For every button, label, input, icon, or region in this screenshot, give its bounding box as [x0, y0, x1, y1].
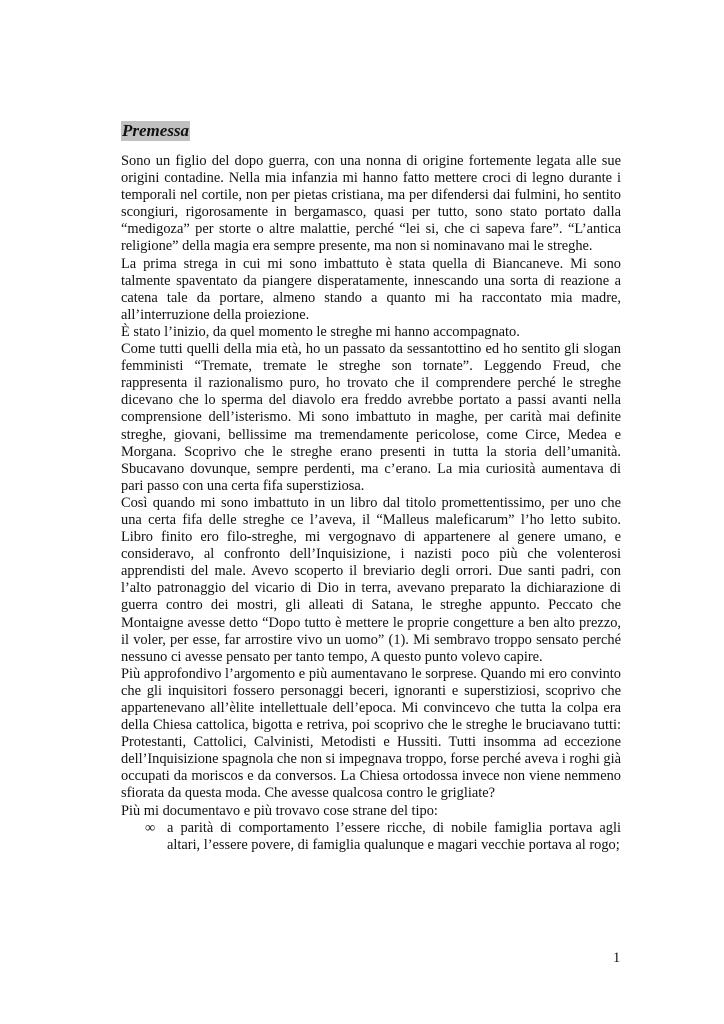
body-text [121, 153, 621, 854]
list-item-text: a parità di comportamento l’essere ricche, di nobile famiglia portava agli altari, l’essere povere, di famiglia qualunque e magari vecchie portava al rogo; [167, 819, 621, 853]
paragraph-malleus: Così quando mi sono imbattuto in un libro dal titolo promettentissimo, per uno che una certa fifa delle streghe ce l’aveva, il “Malleus maleficarum” l’ho letto subito. Libro finito ero filo-streghe, mi vergognavo di appartenere al genere umano, e consideravo, al confronto dell’Inquisizione, i nazisti poco più che volenterosi apprendisti del male. Avevo scoperto il breviario degli orrori. Due santi padri, con l’alto patronaggio del vicario di Dio in terra, avevano preparato la dichiarazione di guerra contro dei mostri, gli alleati di Satana, le streghe appunto. Peccato che Montaigne avesse detto “Dopo tutto è mettere le proprie congetture a ben alto prezzo, il voler, per esse, far arrostire vivo un uomo” (1). Mi sembravo troppo sensato perché nessuno ci avesse pensato per tanto tempo, A questo punto volevo capire. [121, 494, 621, 665]
page-number: 1 [613, 950, 621, 966]
list-item [121, 820, 621, 854]
paragraph-documenting: Più mi documentavo e più trovavo cose strane del tipo: [121, 802, 438, 819]
paragraph-beginning: È stato l’inizio, da quel momento le streghe mi hanno accompagnato. [121, 323, 520, 340]
paragraph-surprises: Più approfondivo l’argomento e più aumentavano le sorprese. Quando mi ero convinto che gli inquisitori fossero personaggi beceri, ignoranti e superstiziosi, scoprivo che appartenevano all’èlite intellettuale dell’epoca. Mi convincevo che tutta la colpa era della Chiesa cattolica, bigotta e retriva, poi scoprivo che le streghe le bruciavano tutti: Protestanti, Cattolici, Calvinisti, Metodisti e Hussiti. Tutti insomma ad eccezione dell’Inquisizione spagnola che non si impegnava troppo, forse perché aveva i roghi già occupati da moriscos e da conversos. La Chiesa ortodossa invece non viene nemmeno sfiorata da questa moda. Che avesse qualcosa contro le grigliate? [121, 665, 621, 802]
paragraph-childhood: Sono un figlio del dopo guerra, con una nonna di origine fortemente legata alle sue origini contadine. Nella mia infanzia mi hanno fatto mettere croci di legno durante i temporali nel cortile, non per pietas cristiana, ma per difendersi dai fulmini, ho sentito scongiuri, rigorosamente in bergamasco, quasi per tutto, sono stato portato dalla “medigoza” per storte o altre malattie, perché “lei si, che ci sapeva fare”. “L’antica religione” della magia era sempre presente, ma non si nominavano mai le streghe. [121, 153, 621, 255]
paragraph-sessantottino: Come tutti quelli della mia età, ho un passato da sessantottino ed ho sentito gli slogan femministi “Tremate, tremate le streghe son tornate”. Leggendo Freud, che rappresenta il razionalismo puro, ho trovato che il comprendere perché le streghe dicevano che lo sperma del diavolo era freddo avrebbe portato a passi avanti nella comprensione dell’isterismo. Mi sono imbattuto in maghe, per carità mai definite streghe, giovani, bellissime ma tremendamente pericolose, come Circe, Medea e Morgana. Scoprivo che le streghe erano presenti in tutta la storia dell’umanità. Sbucavano dovunque, sempre perdenti, ma c’erano. La mia curiosità aumentava di pari passo con una certa fifa superstiziosa. [121, 341, 621, 494]
section-heading: Premessa [122, 121, 190, 140]
infinity-bullet-icon: ∞ [145, 819, 156, 836]
paragraph-biancaneve: La prima strega in cui mi sono imbattuto è stata quella di Biancaneve. Mi sono talmente spaventato da piangere disperatamente, innescando una sorta di reazione a catena tale da portare, almeno stando a quanto mi ha raccontato mia madre, all’interruzione della proiezione. [121, 255, 621, 323]
